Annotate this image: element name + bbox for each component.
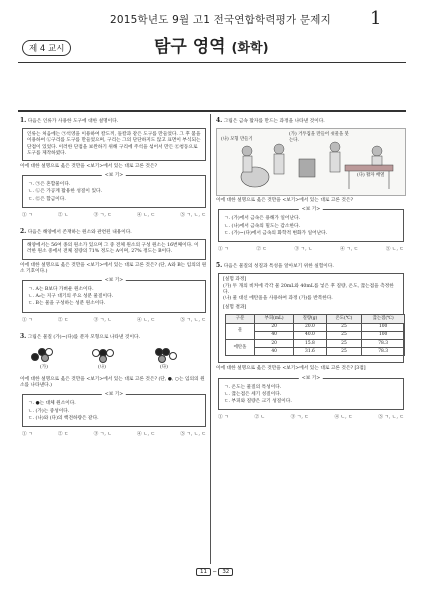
bogi-item: ㄴ. (가)는 중성이다. xyxy=(28,408,70,414)
bogi-item: ㄱ. ㉠은 혼합물이다. xyxy=(28,182,71,188)
question-5 xyxy=(216,263,406,421)
choice-5[interactable]: ⑤ ㄱ, ㄴ, ㄷ xyxy=(378,415,404,421)
table-cell: 20 xyxy=(255,323,294,331)
bogi-title: <보 기> xyxy=(102,392,126,398)
bogi-item: ㄷ. 부피와 질량은 크기 성질이다. xyxy=(224,399,292,405)
table-cell: 40 xyxy=(255,331,294,339)
choice-1[interactable]: ① ㄱ xyxy=(22,317,33,323)
question-number: 4. xyxy=(216,117,223,124)
caption-a: (가) 거푸집을 만들어 쇳물을 붓는다. xyxy=(289,132,349,144)
table-header-row xyxy=(226,315,405,323)
question-stem: 4. 그림은 금속 활자를 만드는 과정을 나타낸 것이다. xyxy=(216,117,325,124)
table-cell: 25 xyxy=(326,331,362,339)
bogi-title: <보 기> xyxy=(102,173,126,179)
table-header: 부피(mL) xyxy=(255,315,294,323)
table-cell: 40 xyxy=(255,348,294,356)
table-cell: 물 xyxy=(226,323,255,339)
answer-choices xyxy=(216,415,406,421)
page-footer xyxy=(196,568,233,576)
column-divider xyxy=(210,114,211,564)
bogi-item: ㄷ. (나)와 (다)의 핵전하량은 같다. xyxy=(28,415,99,421)
choice-1[interactable]: ① ㄱ xyxy=(22,432,33,438)
choice-4[interactable]: ④ ㄱ, ㄷ xyxy=(340,247,359,253)
table-cell: 78.3 xyxy=(362,348,405,356)
choice-2[interactable]: ② ㄷ xyxy=(57,432,69,438)
result-title: [실험 결과] xyxy=(223,305,247,311)
footer-page: 11 xyxy=(196,568,211,576)
header-rule-thick xyxy=(18,110,406,112)
procedure-title: [실험 과정] xyxy=(223,277,247,283)
bogi-title: <보 기> xyxy=(299,207,323,213)
table-header: 끓는점(℃) xyxy=(362,315,405,323)
choice-5[interactable]: ⑤ ㄱ, ㄴ, ㄷ xyxy=(180,317,206,323)
choice-3[interactable]: ③ ㄱ, ㄴ xyxy=(294,247,313,253)
right-column xyxy=(216,118,406,427)
choice-4[interactable]: ④ ㄴ, ㄷ xyxy=(136,212,156,218)
table-row xyxy=(226,323,405,331)
caption-b: (나) 모형 만들기 xyxy=(221,137,253,143)
choice-2[interactable]: ② ㄴ xyxy=(57,212,69,218)
choice-3[interactable]: ③ ㄱ, ㄴ xyxy=(93,317,112,323)
bogi-item: ㄱ. A는 B보다 가벼운 원소이다. xyxy=(28,287,94,293)
bogi-item: ㄱ. (가)에서 금속은 용해가 일어난다. xyxy=(224,216,300,222)
choice-1[interactable]: ① ㄱ xyxy=(218,247,229,253)
question-3 xyxy=(20,334,208,438)
table-header: 온도(℃) xyxy=(326,315,362,323)
atom-white xyxy=(169,352,177,360)
question-stem: 5. 다음은 물질의 성질과 특성을 알아보기 위한 실험이다. xyxy=(216,262,334,270)
model-label: (다) xyxy=(160,365,168,371)
choice-5[interactable]: ⑤ ㄴ, ㄷ xyxy=(385,247,404,253)
table-cell: 100 xyxy=(362,323,405,331)
procedure-step: (가) 두 개의 비커에 각각 물 20mL와 40mL를 넣은 후 질량, 온도, 끓는점을 측정한다. xyxy=(223,283,394,295)
table-cell: 15.8 xyxy=(294,340,326,348)
question-stem: 1. 다음은 인류가 사용한 도구에 대한 설명이다. xyxy=(20,117,119,124)
atom-gray xyxy=(158,355,166,363)
question-2 xyxy=(20,229,208,324)
choice-1[interactable]: ① ㄱ xyxy=(22,212,33,218)
choice-3[interactable]: ③ ㄱ, ㄴ xyxy=(93,432,112,438)
passage-box: 해양에서는 56여 종의 원소가 있으며 그 중 전체 원소의 구성 원소는 16번째이다. 이러한 원소 중에서 전체 질량의 71% 정도는 A이며, 27% 정도는 B이다. xyxy=(22,239,206,259)
bogi-item: ㄴ. 끓는점은 세기 성질이다. xyxy=(224,391,282,397)
answer-choices xyxy=(216,247,406,253)
answer-choices xyxy=(20,432,208,438)
question-ask: 이에 대한 설명으로 옳은 것만을 <보기>에서 있는 대로 고른 것은? (단, A와 B는 임의의 원소 기호이다.) xyxy=(20,262,207,274)
bogi-box xyxy=(218,209,404,242)
bogi-box xyxy=(22,175,206,208)
bogi-item: ㄷ. B는 물을 구성하는 성분 원소이다. xyxy=(28,301,106,307)
passage-box: 인류는 처음에는 ㉠석영을 이용하여 칼도끼, 돌칼과 같은 도구를 만들었다. 그 후 불을 이용하여 ㉡구리를 도구를 만들었으며, 구리는 그의 단단하지도 않고 표면이 부식되는 단점이 있었다. 이러한 단점을 보완하기 위해 구리에 주석을 섞어서 만든 ㉢청동으로 도구를 제작하였다. xyxy=(22,128,206,161)
bogi-box xyxy=(218,375,404,411)
page-number: 1 xyxy=(370,8,382,29)
question-number: 2. xyxy=(20,228,27,236)
table-cell: 78.3 xyxy=(362,340,405,348)
table-row xyxy=(226,340,405,348)
bogi-item: ㄱ. 온도는 물질의 특성이다. xyxy=(224,384,282,390)
bogi-box xyxy=(22,280,206,313)
table-cell: 40.0 xyxy=(294,331,326,339)
table-cell: 25 xyxy=(326,348,362,356)
question-ask: 이에 대한 설명으로 옳은 것만을 <보기>에서 있는 대로 고른 것은? (단, ●, ○는 임의의 원소를 나타낸다.) xyxy=(20,377,205,389)
atom-white xyxy=(106,349,114,357)
molecule-model-diagram xyxy=(20,344,208,374)
question-number: 5. xyxy=(216,262,223,270)
model-label: (나) xyxy=(98,365,106,371)
choice-4[interactable]: ④ ㄴ, ㄷ xyxy=(136,317,156,323)
bogi-item: ㄷ. (가)~(다)에서 금속의 화학적 변화가 일어난다. xyxy=(224,230,328,236)
question-ask: 이에 대한 설명으로 옳은 것만을 <보기>에서 있는 대로 고른 것은? xyxy=(216,198,353,204)
table-header: 질량(g) xyxy=(294,315,326,323)
bogi-box xyxy=(22,394,206,427)
footer-total: 32 xyxy=(218,568,233,576)
table-cell: 31.6 xyxy=(294,348,326,356)
atom-gray xyxy=(41,354,49,362)
question-4 xyxy=(216,118,406,253)
header-rule xyxy=(18,62,406,63)
experiment-box xyxy=(218,273,404,363)
choice-4[interactable]: ④ ㄴ, ㄷ xyxy=(136,432,156,438)
answer-choices xyxy=(20,318,208,324)
table-cell: 25 xyxy=(326,323,362,331)
table-cell: 20 xyxy=(255,340,294,348)
bogi-item: ㄴ. ㉡은 가공계 활용한 성질이 있다. xyxy=(28,189,102,195)
question-number: 1. xyxy=(20,117,27,124)
result-table xyxy=(225,314,405,356)
type-casting-illustration xyxy=(216,128,406,196)
question-ask: 이에 대한 설명으로 옳은 것만을 <보기>에서 있는 대로 고른 것은? xyxy=(20,164,157,170)
bogi-item: ㄱ. ●는 대체 원소이다. xyxy=(28,401,76,407)
model-label: (가) xyxy=(40,365,48,371)
question-1 xyxy=(20,118,208,219)
choice-3[interactable]: ③ ㄱ, ㄷ xyxy=(93,212,112,218)
choice-2[interactable]: ② ㄷ xyxy=(57,317,69,323)
choice-2[interactable]: ② ㄴ xyxy=(254,415,266,421)
choice-1[interactable]: ① ㄱ xyxy=(218,415,229,421)
bogi-item: ㄴ. (나)에서 금속의 밀도는 감소한다. xyxy=(224,223,300,229)
question-stem: 2. 다음은 해양에서 존재하는 원소와 관련된 내용이다. xyxy=(20,228,132,236)
choice-3[interactable]: ③ ㄱ, ㄷ xyxy=(290,415,309,421)
question-ask: 이에 대한 설명으로 옳은 것만을 <보기>에서 있는 대로 고른 것은? [3점] xyxy=(216,366,366,372)
section-label: 제 4 교시 xyxy=(22,40,71,56)
choice-4[interactable]: ④ ㄴ, ㄷ xyxy=(334,415,353,421)
bogi-title: <보 기> xyxy=(299,376,323,382)
bogi-item: ㄴ. A₂는 지구 대기의 주요 성분 물질이다. xyxy=(28,294,114,300)
page-header xyxy=(0,0,421,62)
choice-5[interactable]: ⑤ ㄱ, ㄴ, ㄷ xyxy=(180,432,206,438)
left-column xyxy=(20,118,208,444)
choice-5[interactable]: ⑤ ㄱ, ㄴ, ㄷ xyxy=(180,212,206,218)
table-cell: 20.0 xyxy=(294,323,326,331)
atom-dark xyxy=(31,353,39,361)
procedure-step: (나) 물 대신 에탄올을 사용하여 과정 (가)를 반복한다. xyxy=(223,296,333,302)
answer-choices xyxy=(20,213,208,219)
bogi-title: <보 기> xyxy=(102,278,126,284)
choice-2[interactable]: ② ㄷ xyxy=(256,247,267,253)
question-number: 3. xyxy=(20,332,27,340)
subject-name: 탐구 영역 xyxy=(154,37,226,57)
caption-c: (다) 활자 배열 xyxy=(357,173,385,179)
table-cell: 100 xyxy=(362,331,405,339)
question-stem: 3. 그림은 물질 (가)~(다)를 분자 모형으로 나타낸 것이다. xyxy=(20,332,141,340)
exam-title: 2015학년도 9월 고1 전국연합학력평가 문제지 xyxy=(110,14,331,26)
subject-subtitle: (화학) xyxy=(231,41,269,56)
table-cell: 에탄올 xyxy=(226,340,255,356)
table-cell: 25 xyxy=(326,340,362,348)
footer-separator-icon: ─ xyxy=(213,569,217,575)
bogi-item: ㄷ. ㉢은 합금이다. xyxy=(28,196,66,202)
table-header: 구분 xyxy=(226,315,255,323)
subject-title xyxy=(154,32,269,57)
atom-gray xyxy=(99,355,107,363)
